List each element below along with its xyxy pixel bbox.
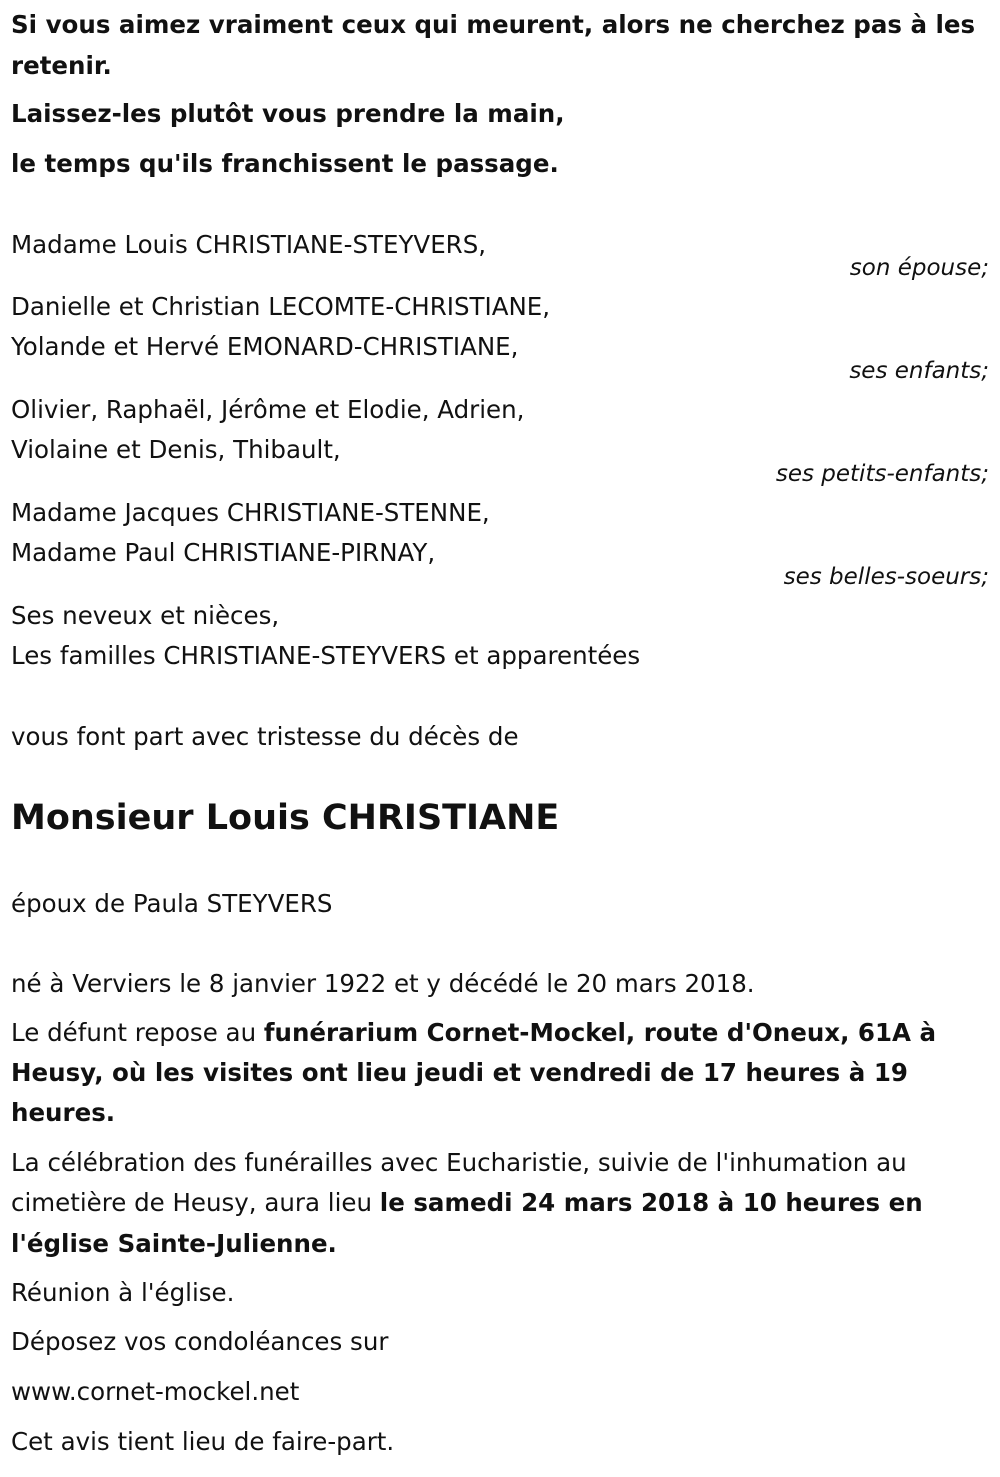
repose-visits-line: Heusy, où les visites ont lieu jeudi et vendredi de 17 heures à 19 (11, 1058, 908, 1087)
repose-line (11, 1018, 936, 1048)
family-grandchildren-name: Violaine et Denis, Thibault, (11, 435, 341, 464)
quote-line: le temps qu'ils franchissent le passage. (11, 149, 559, 178)
ceremony-place: l'église Sainte-Julienne. (11, 1229, 337, 1258)
meeting-line: Réunion à l'église. (11, 1278, 235, 1307)
quote-line: retenir. (11, 51, 112, 80)
family-sister-in-law-name: Madame Jacques CHRISTIANE-STENNE, (11, 498, 490, 527)
quote-line: Laissez-les plutôt vous prendre la main, (11, 99, 565, 128)
family-grandchildren-name: Olivier, Raphaël, Jérôme et Elodie, Adrien, (11, 395, 525, 424)
repose-intro: Le défunt repose au (11, 1018, 264, 1047)
relation-children: ses enfants; (849, 358, 989, 384)
announcement-text: vous font part avec tristesse du décès de (11, 722, 519, 751)
quote-line: Si vous aimez vraiment ceux qui meurent, alors ne cherchez pas à les (11, 10, 976, 39)
ceremony-line (11, 1188, 923, 1218)
condolences-line: Déposez vos condoléances sur (11, 1327, 389, 1356)
family-others-line: Les familles CHRISTIANE-STEYVERS et apparentées (11, 641, 641, 670)
family-child-name: Yolande et Hervé EMONARD-CHRISTIANE, (11, 332, 519, 361)
ceremony-intro: cimetière de Heusy, aura lieu (11, 1188, 380, 1217)
repose-visits-line: heures. (11, 1098, 116, 1127)
relation-grandchildren: ses petits-enfants; (775, 461, 989, 487)
notice-line: Cet avis tient lieu de faire-part. (11, 1427, 395, 1456)
ceremony-date: le samedi 24 mars 2018 à 10 heures en (379, 1188, 923, 1217)
obituary-notice (11, 0, 989, 1477)
relation-sisters-in-law: ses belles-soeurs; (783, 564, 989, 590)
repose-location: funérarium Cornet-Mockel, route d'Oneux, 61A à (263, 1018, 937, 1047)
birth-death-line: né à Verviers le 8 janvier 1922 et y décédé le 20 mars 2018. (11, 969, 755, 998)
website-link[interactable]: www.cornet-mockel.net (11, 1377, 300, 1406)
family-others-line: Ses neveux et nièces, (11, 601, 280, 630)
family-child-name: Danielle et Christian LECOMTE-CHRISTIANE, (11, 292, 551, 321)
deceased-name: Monsieur Louis CHRISTIANE (11, 798, 560, 838)
relation-spouse: son épouse; (849, 255, 989, 281)
ceremony-line: La célébration des funérailles avec Eucharistie, suivie de l'inhumation au (11, 1148, 907, 1177)
deceased-spouse-line: époux de Paula STEYVERS (11, 889, 333, 918)
family-sister-in-law-name: Madame Paul CHRISTIANE-PIRNAY, (11, 538, 436, 567)
family-spouse-name: Madame Louis CHRISTIANE-STEYVERS, (11, 230, 487, 259)
